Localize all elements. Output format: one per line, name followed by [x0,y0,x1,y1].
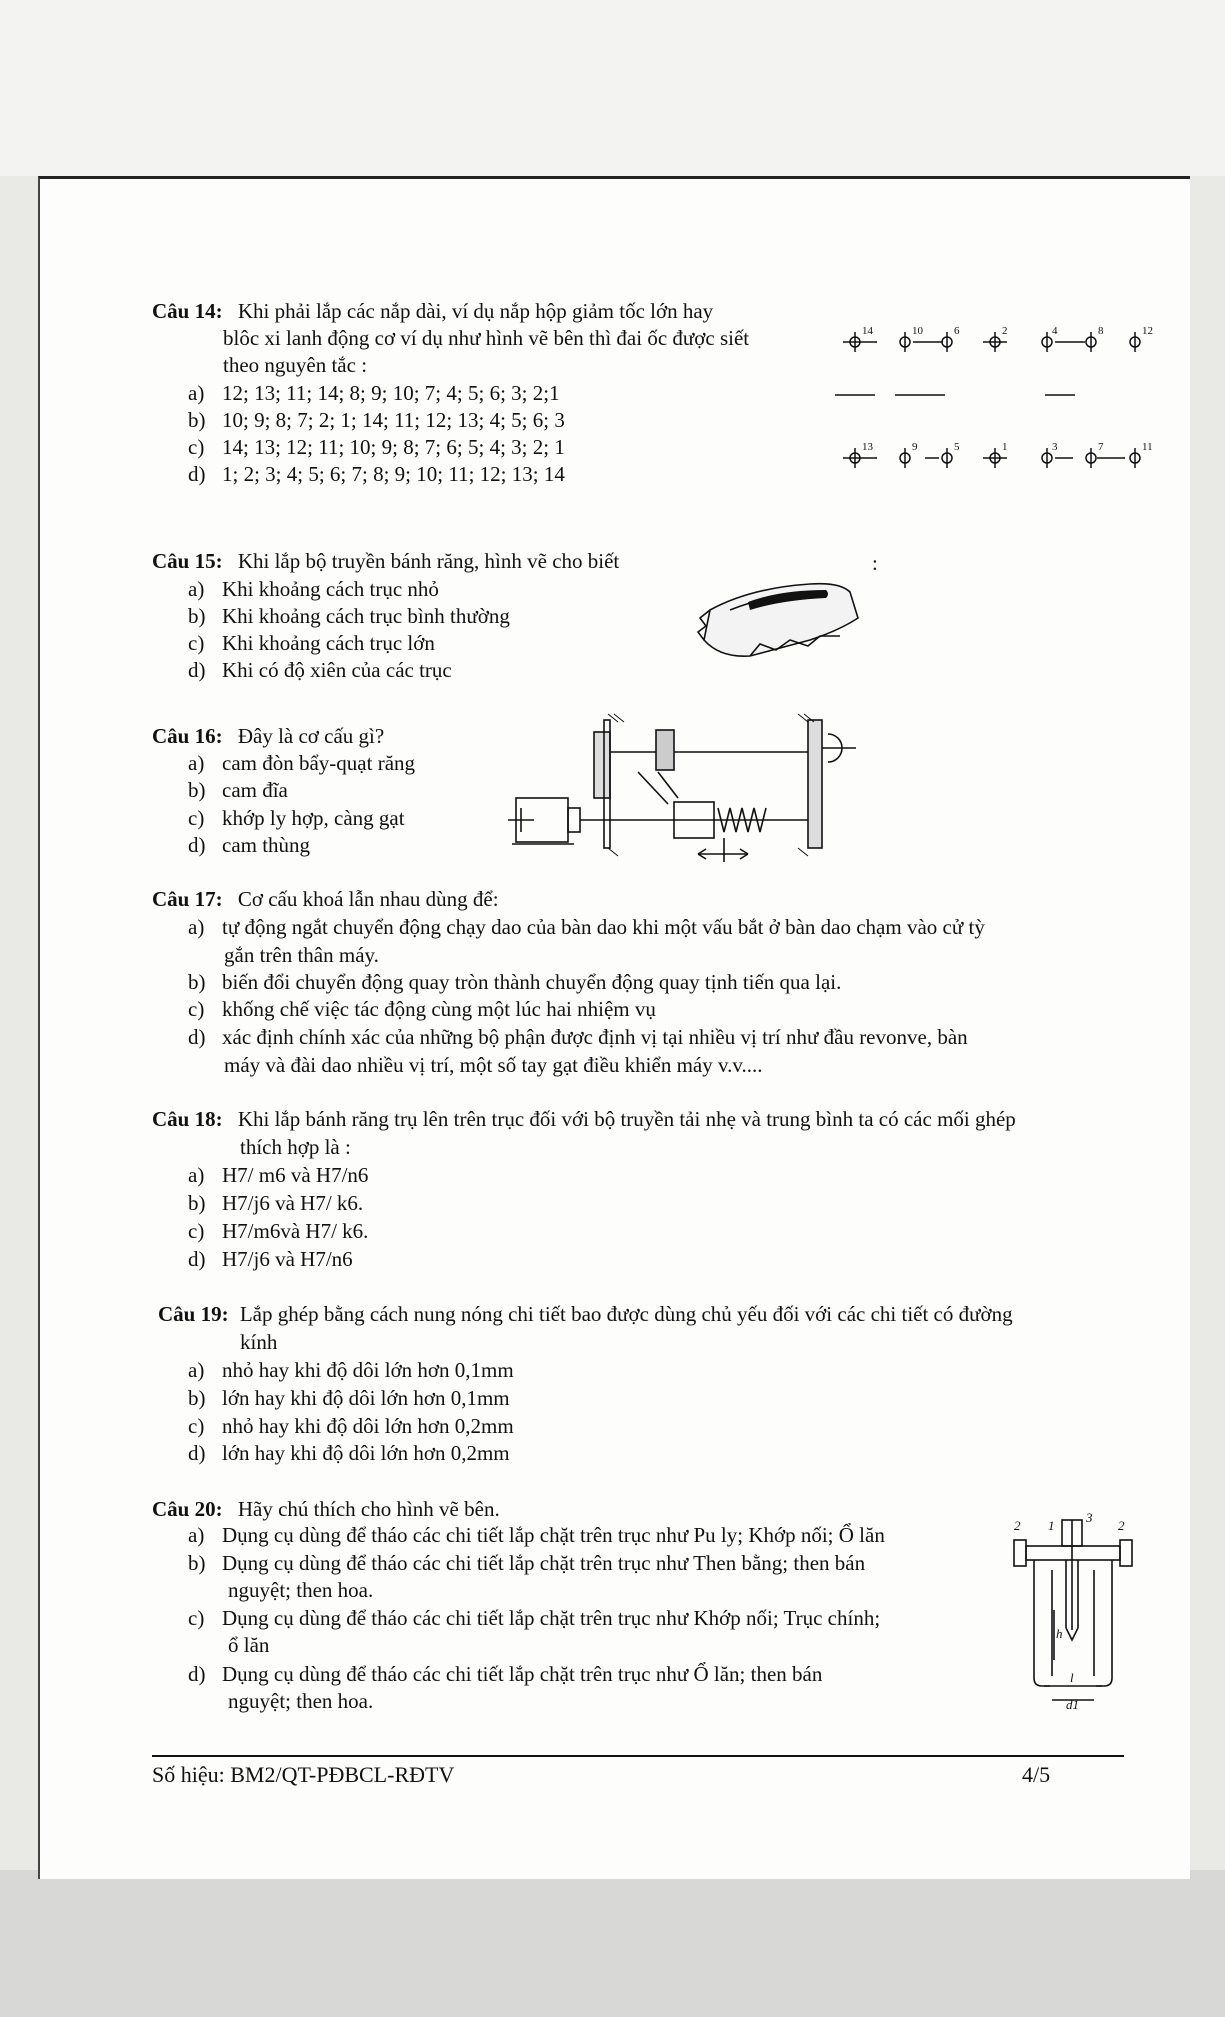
part-label: h [1056,1626,1063,1641]
bolt-label: 4 [1052,325,1058,337]
scan-top-margin [0,0,1225,176]
option-continuation: nguyệt; then hoa. [228,1578,374,1602]
option-continuation: gắn trên thân máy. [224,943,379,967]
bolt-label: 6 [954,325,960,337]
option-d[interactable]: d) cam thùng [188,833,311,857]
question-text: Lắp ghép bằng cách nung nóng chi tiết bao được dùng chủ yếu đối với các chi tiết có đường [239,1302,1013,1326]
part-label: 2 [1118,1518,1125,1533]
bolt-label: 12 [1142,325,1153,337]
bolt-label: 7 [1098,441,1104,453]
bolt-label: 2 [1002,325,1008,337]
question-text: Đây là cơ cấu gì? [237,724,385,748]
question-text: Khi phải lắp các nắp dài, ví dụ nắp hộp giảm tốc lớn hay [237,299,714,323]
bolt-pattern-figure [835,320,1165,480]
option-c[interactable]: c) 14; 13; 12; 11; 10; 9; 8; 7; 6; 5; 4; 3; 2; 1 [188,435,565,459]
option-c[interactable]: c) Khi khoảng cách trục lớn [188,631,435,655]
bolt-label: 5 [954,441,960,453]
question-text-line: thích hợp là : [240,1135,351,1159]
question-15 [152,548,619,575]
option-a[interactable]: a) 12; 13; 11; 14; 8; 9; 10; 7; 4; 5; 6; 3; 2;1 [188,381,560,405]
option-a[interactable]: a) cam đòn bẩy-quạt răng [188,751,416,775]
question-label: Câu 17: [152,887,223,911]
question-20 [152,1496,500,1523]
question-text-line: kính [240,1330,278,1354]
bolt-label: 14 [862,325,873,337]
document-code: Số hiệu: BM2/QT-PĐBCL-RĐTV [152,1762,455,1787]
part-label: l [1070,1670,1074,1685]
bolt-label: 1 [1002,441,1008,453]
puller-tool-figure [1010,1510,1140,1710]
page-number: 4/5 [1022,1762,1051,1787]
option-c[interactable]: c) Dụng cụ dùng để tháo các chi tiết lắp chặt trên trục như Khớp nối; Trục chính; [188,1606,881,1630]
option-c[interactable]: c) nhỏ hay khi độ dôi lớn hơn 0,2mm [188,1414,514,1438]
option-d[interactable]: d) xác định chính xác của những bộ phận được định vị tại nhiều vị trí như đầu revonve, bàn [188,1025,968,1049]
part-label: 1 [1048,1518,1055,1533]
bolt-label: 8 [1098,325,1104,337]
mechanism-figure [508,712,858,872]
question-colon: : [872,551,878,575]
option-b[interactable]: b) cam đĩa [188,778,288,802]
gear-contact-figure [690,570,870,670]
option-a[interactable]: a) Dụng cụ dùng để tháo các chi tiết lắp chặt trên trục như Pu ly; Khớp nối; Ổ lăn [188,1523,885,1547]
question-label: Câu 16: [152,724,223,748]
option-a[interactable]: a) H7/ m6 và H7/n6 [188,1163,369,1187]
option-b[interactable]: b) H7/j6 và H7/ k6. [188,1191,364,1215]
footer-divider [152,1755,1124,1757]
option-a[interactable]: a) tự động ngắt chuyển động chạy dao của bàn dao khi một vấu bắt ở bàn dao chạm vào cử tỳ [188,915,985,939]
question-text-line: blôc xi lanh động cơ ví dụ như hình vẽ bên thì đai ốc được siết [223,326,750,350]
option-b[interactable]: b) Khi khoảng cách trục bình thường [188,604,510,628]
part-label: d1 [1066,1697,1079,1710]
question-text: Hãy chú thích cho hình vẽ bên. [237,1497,500,1521]
option-b[interactable]: b) 10; 9; 8; 7; 2; 1; 14; 11; 12; 13; 4; 5; 6; 3 [188,408,565,432]
option-c[interactable]: c) H7/m6và H7/ k6. [188,1219,369,1243]
option-b[interactable]: b) biến đổi chuyển động quay tròn thành chuyển động quay tịnh tiến qua lại. [188,970,842,994]
option-d[interactable]: d) lớn hay khi độ dôi lớn hơn 0,2mm [188,1441,510,1465]
bolt-label: 11 [1142,441,1153,453]
option-continuation: ổ lăn [228,1633,270,1657]
bolt-label: 10 [912,325,923,337]
option-b[interactable]: b) lớn hay khi độ dôi lớn hơn 0,1mm [188,1386,510,1410]
bolt-label: 13 [862,441,873,453]
part-label: 2 [1014,1518,1021,1533]
option-d[interactable]: d) Dụng cụ dùng để tháo các chi tiết lắp chặt trên trục như Ổ lăn; then bán [188,1662,823,1686]
question-label: Câu 20: [152,1497,223,1521]
question-14 [152,298,713,325]
option-d[interactable]: d) Khi có độ xiên của các trục [188,658,452,682]
question-label: Câu 14: [152,299,223,323]
question-text: Cơ cấu khoá lẫn nhau dùng để: [237,887,499,911]
option-a[interactable]: a) Khi khoảng cách trục nhỏ [188,577,439,601]
option-c[interactable]: c) khống chế việc tác động cùng một lúc hai nhiệm vụ [188,997,656,1021]
question-19 [158,1301,1013,1328]
bolt-label: 3 [1052,441,1058,453]
question-text: Khi lắp bộ truyền bánh răng, hình vẽ cho biết [237,549,620,573]
question-17 [152,886,499,913]
option-a[interactable]: a) nhỏ hay khi độ dôi lớn hơn 0,1mm [188,1358,514,1382]
question-label: Câu 18: [152,1107,223,1131]
option-d[interactable]: d) 1; 2; 3; 4; 5; 6; 7; 8; 9; 10; 11; 12; 13; 14 [188,462,565,486]
question-label: Câu 19: [158,1302,229,1326]
question-label: Câu 15: [152,549,223,573]
question-16 [152,723,384,750]
option-continuation: máy và đài dao nhiều vị trí, một số tay gạt điều khiển máy v.v.... [224,1053,763,1077]
question-18 [152,1106,1016,1133]
option-continuation: nguyệt; then hoa. [228,1689,374,1713]
part-label: 3 [1086,1510,1093,1525]
option-d[interactable]: d) H7/j6 và H7/n6 [188,1247,353,1271]
option-c[interactable]: c) khớp ly hợp, càng gạt [188,806,405,830]
option-b[interactable]: b) Dụng cụ dùng để tháo các chi tiết lắp chặt trên trục như Then bằng; then bán [188,1551,866,1575]
question-text: Khi lắp bánh răng trụ lên trên trục đối với bộ truyền tải nhẹ và trung bình ta có các mối ghép [237,1107,1016,1131]
question-text-line: theo nguyên tắc : [223,353,368,377]
scan-bottom-margin [0,1870,1225,2017]
bolt-label: 9 [912,441,918,453]
